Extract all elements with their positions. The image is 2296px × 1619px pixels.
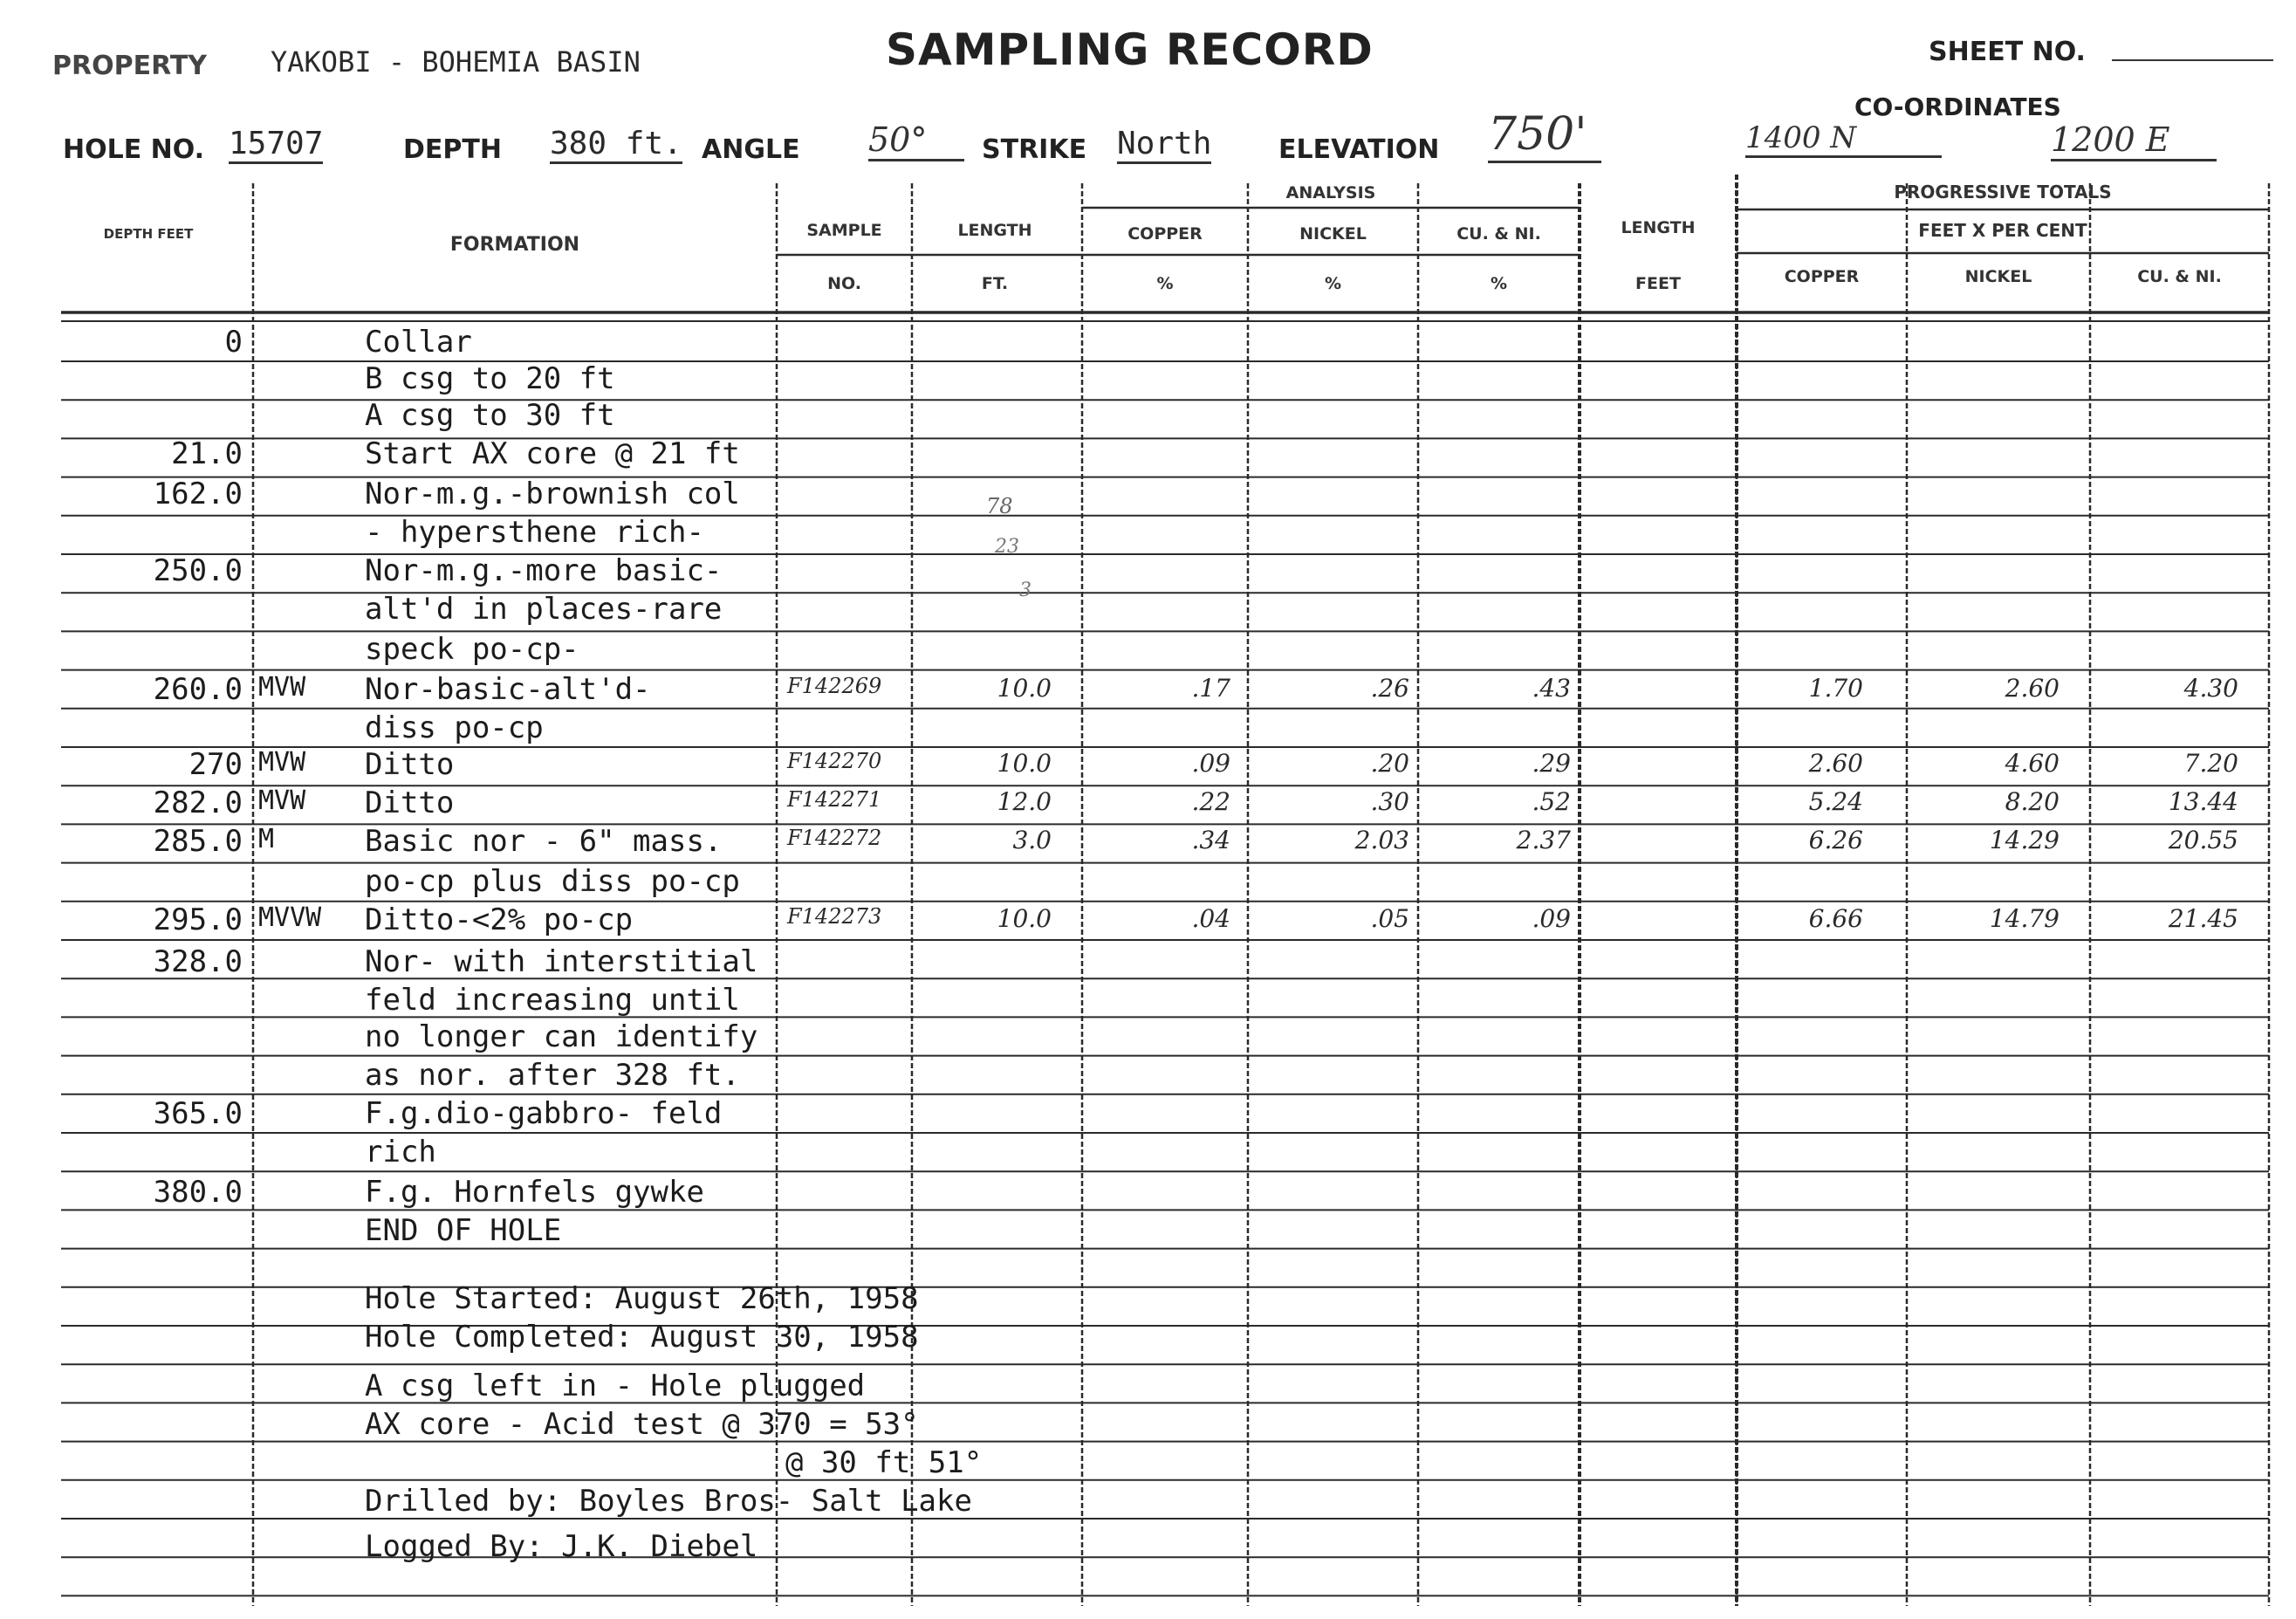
note-drilled-by: Drilled by: Boyles Bros- Salt Lake — [365, 1484, 972, 1519]
nickel-cell: .30 — [1370, 787, 1409, 816]
hole-number: 15707 — [229, 126, 323, 164]
col-length-header: LENGTH — [957, 221, 1032, 240]
sample-no-cell: F142273 — [787, 904, 882, 929]
depth-cell: 328.0 — [153, 944, 243, 979]
length-cell: 10.0 — [997, 674, 1052, 703]
formation-cell: speck po-cp- — [365, 632, 579, 667]
depth-cell: 270 — [188, 747, 243, 782]
formation-cell: no longer can identify — [365, 1019, 758, 1054]
depth-label: DEPTH — [403, 134, 502, 165]
formation-cell: A csg to 30 ft — [365, 398, 615, 433]
sheet-number-line — [2112, 59, 2273, 61]
formation-cell: diss po-cp — [365, 710, 544, 745]
depth-cell: 282.0 — [153, 785, 243, 820]
angle-value: 50° — [868, 120, 964, 161]
col-cuni-header: CU. & NI. — [1456, 224, 1541, 244]
formation-cell: F.g.dio-gabbro- feld — [365, 1096, 723, 1131]
note-acid-test: AX core - Acid test @ 370 = 53° — [365, 1407, 919, 1442]
prog-cuni-cell: 21.45 — [2168, 904, 2238, 933]
code-cell: MVW — [258, 672, 306, 703]
prog-nickel-cell: 4.60 — [2005, 749, 2060, 778]
sample-no-cell: F142272 — [787, 826, 882, 850]
col-nickel-unit: % — [1324, 274, 1342, 293]
sheet-label: SHEET NO. — [1929, 37, 2086, 67]
copper-cell: .34 — [1191, 826, 1230, 854]
col-sample-no-header: NO. — [827, 274, 861, 293]
code-cell: MVW — [258, 747, 306, 778]
length-cell: 10.0 — [997, 749, 1052, 778]
sample-no-cell: F142269 — [787, 674, 882, 698]
copper-cell: .22 — [1191, 787, 1230, 816]
depth-cell: 365.0 — [153, 1096, 243, 1131]
sample-no-cell: F142271 — [787, 787, 882, 812]
formation-cell: feld increasing until — [365, 983, 740, 1018]
col-prog-nickel: NICKEL — [1964, 267, 2032, 286]
page-title: SAMPLING RECORD — [886, 24, 1374, 75]
formation-cell: Nor-m.g.-brownish col — [365, 477, 740, 511]
note-logged-by: Logged By: J.K. Diebel — [365, 1529, 758, 1564]
formation-cell: Nor-basic-alt'd- — [365, 672, 651, 707]
col-feet-pct-header: FEET X PER CENT — [1918, 220, 2087, 241]
prog-nickel-cell: 8.20 — [2005, 787, 2060, 816]
margin-mark: 78 — [986, 494, 1013, 518]
formation-cell: Ditto-<2% po-cp — [365, 902, 634, 937]
formation-cell: Nor- with interstitial — [365, 944, 758, 979]
code-cell: MVVW — [258, 902, 322, 933]
prog-cuni-cell: 20.55 — [2168, 826, 2238, 854]
prog-copper-cell: 6.26 — [1808, 826, 1863, 854]
property-label: PROPERTY — [52, 51, 208, 81]
note-hole-completed: Hole Completed: August 30, 1958 — [365, 1320, 919, 1355]
formation-cell: Basic nor - 6" mass. — [365, 824, 723, 859]
formation-cell: END OF HOLE — [365, 1213, 562, 1248]
depth-cell: 0 — [224, 325, 243, 360]
col-analysis-header: ANALYSIS — [1285, 183, 1376, 202]
copper-cell: .09 — [1191, 749, 1230, 778]
coordinate-east: 1200 E — [2051, 120, 2217, 161]
note-hole-started: Hole Started: August 26th, 1958 — [365, 1281, 919, 1316]
prog-cuni-cell: 7.20 — [2183, 749, 2238, 778]
formation-cell: as nor. after 328 ft. — [365, 1058, 740, 1093]
formation-cell: alt'd in places-rare — [365, 592, 723, 627]
elevation-value: 750' — [1488, 108, 1601, 163]
depth-cell: 380.0 — [153, 1175, 243, 1210]
note-acid-test-2: @ 30 ft 51° — [785, 1445, 983, 1480]
cuni-cell: .29 — [1532, 749, 1571, 778]
nickel-cell: .20 — [1370, 749, 1409, 778]
col-sample-header: SAMPLE — [806, 221, 882, 240]
prog-copper-cell: 1.70 — [1808, 674, 1863, 703]
depth-cell: 295.0 — [153, 902, 243, 937]
nickel-cell: 2.03 — [1354, 826, 1409, 854]
prog-copper-cell: 5.24 — [1808, 787, 1863, 816]
col-length-unit: FT. — [981, 274, 1009, 293]
note-casing: A csg left in - Hole plugged — [365, 1369, 866, 1403]
cuni-cell: .52 — [1532, 787, 1571, 816]
prog-cuni-cell: 13.44 — [2168, 787, 2238, 816]
depth-value: 380 ft. — [550, 126, 682, 164]
depth-cell: 260.0 — [153, 672, 243, 707]
col-copper-unit: % — [1156, 274, 1174, 293]
cuni-cell: 2.37 — [1516, 826, 1571, 854]
margin-mark: 3 — [1019, 580, 1031, 601]
formation-cell: B csg to 20 ft — [365, 361, 615, 396]
col-depth-header: DEPTH FEET — [103, 226, 194, 242]
depth-cell: 162.0 — [153, 477, 243, 511]
col-copper-header: COPPER — [1127, 224, 1203, 244]
prog-cuni-cell: 4.30 — [2183, 674, 2238, 703]
copper-cell: .04 — [1191, 904, 1230, 933]
sample-no-cell: F142270 — [787, 749, 882, 773]
prog-copper-cell: 2.60 — [1808, 749, 1863, 778]
formation-cell: Ditto — [365, 785, 455, 820]
coordinates-label: CO-ORDINATES — [1854, 93, 2061, 121]
angle-label: ANGLE — [702, 134, 800, 165]
cuni-cell: .09 — [1532, 904, 1571, 933]
copper-cell: .17 — [1191, 674, 1230, 703]
depth-cell: 285.0 — [153, 824, 243, 859]
code-cell: M — [258, 824, 275, 854]
col-length2-unit: FEET — [1635, 274, 1681, 293]
formation-cell: Ditto — [365, 747, 455, 782]
nickel-cell: .05 — [1370, 904, 1409, 933]
formation-cell: po-cp plus diss po-cp — [365, 864, 740, 899]
cuni-cell: .43 — [1532, 674, 1571, 703]
code-cell: MVW — [258, 785, 306, 816]
col-nickel-header: NICKEL — [1299, 224, 1367, 244]
coordinate-north: 1400 N — [1745, 120, 1942, 158]
margin-mark: 23 — [995, 536, 1019, 558]
col-prog-cuni: CU. & NI. — [2137, 267, 2222, 286]
formation-cell: F.g. Hornfels gywke — [365, 1175, 704, 1210]
depth-cell: 250.0 — [153, 553, 243, 588]
depth-cell: 21.0 — [171, 436, 243, 471]
col-progressive-header: PROGRESSIVE TOTALS — [1894, 182, 2112, 202]
col-formation-header: FORMATION — [449, 234, 580, 256]
formation-cell: Start AX core @ 21 ft — [365, 436, 740, 471]
elevation-label: ELEVATION — [1278, 134, 1440, 165]
strike-value: North — [1117, 126, 1211, 164]
strike-label: STRIKE — [982, 134, 1087, 165]
prog-nickel-cell: 14.29 — [1989, 826, 2060, 854]
col-prog-copper: COPPER — [1784, 267, 1860, 286]
formation-cell: Nor-m.g.-more basic- — [365, 553, 723, 588]
prog-nickel-cell: 2.60 — [2005, 674, 2060, 703]
formation-cell: rich — [365, 1135, 436, 1170]
prog-nickel-cell: 14.79 — [1989, 904, 2060, 933]
property-value: YAKOBI - BOHEMIA BASIN — [271, 45, 641, 79]
formation-cell: Collar — [365, 325, 472, 360]
col-cuni-unit: % — [1490, 274, 1508, 293]
length-cell: 12.0 — [997, 787, 1052, 816]
nickel-cell: .26 — [1370, 674, 1409, 703]
col-length2-header: LENGTH — [1621, 218, 1696, 237]
length-cell: 10.0 — [997, 904, 1052, 933]
hole-label: HOLE NO. — [63, 134, 205, 165]
prog-copper-cell: 6.66 — [1808, 904, 1863, 933]
formation-cell: - hypersthene rich- — [365, 515, 704, 550]
length-cell: 3.0 — [1012, 826, 1052, 854]
